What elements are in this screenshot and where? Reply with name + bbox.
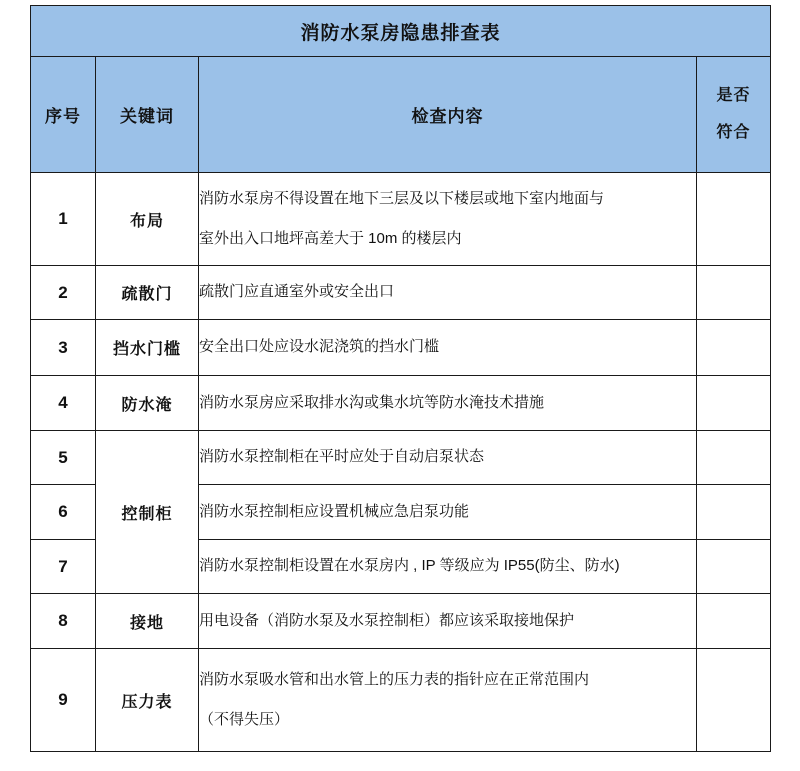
row-number: 3	[31, 320, 96, 376]
row-content	[199, 376, 697, 431]
row-keyword: 接地	[96, 594, 199, 649]
row-content-line: 安全出口处应设水泥浇筑的挡水门槛	[199, 338, 440, 356]
table-row	[31, 376, 771, 431]
row-number: 1	[31, 173, 96, 266]
row-keyword: 压力表	[96, 649, 199, 752]
row-content-line: 消防水泵房不得设置在地下三层及以下楼层或地下室内地面与	[199, 190, 605, 208]
row-content-line: 疏散门应直通室外或安全出口	[199, 283, 395, 301]
row-number: 6	[31, 485, 96, 540]
row-number: 5	[31, 431, 96, 485]
row-number: 8	[31, 594, 96, 649]
row-content	[199, 540, 697, 594]
row-content-line: （不得失压）	[199, 711, 290, 728]
column-header-keyword: 关键词	[96, 57, 199, 173]
row-compliant-input[interactable]	[697, 540, 771, 594]
row-compliant-input[interactable]	[697, 266, 771, 320]
column-header-compliant-line1: 是否	[716, 86, 751, 104]
row-keyword-merged: 控制柜	[96, 431, 199, 594]
title-row	[31, 6, 771, 57]
row-compliant-input[interactable]	[697, 173, 771, 266]
row-compliant-input[interactable]	[697, 649, 771, 752]
row-compliant-input[interactable]	[697, 320, 771, 376]
row-keyword: 防水淹	[96, 376, 199, 431]
row-content	[199, 431, 697, 485]
row-compliant-input[interactable]	[697, 431, 771, 485]
row-keyword: 挡水门槛	[96, 320, 199, 376]
page-title: 消防水泵房隐患排查表	[31, 6, 771, 57]
row-number: 2	[31, 266, 96, 320]
column-header-no: 序号	[31, 57, 96, 173]
row-content	[199, 649, 697, 752]
table-row	[31, 594, 771, 649]
table-row	[31, 320, 771, 376]
row-content-line: 消防水泵吸水管和出水管上的压力表的指针应在正常范围内	[199, 671, 590, 689]
row-content	[199, 485, 697, 540]
row-content	[199, 173, 697, 266]
table-row	[31, 431, 771, 485]
column-header-content: 检查内容	[199, 57, 697, 173]
header-row	[31, 57, 771, 173]
column-header-compliant	[697, 57, 771, 173]
row-content	[199, 320, 697, 376]
row-content-line: 室外出入口地坪高差大于 10m 的楼层内	[199, 230, 462, 247]
column-header-compliant-line2: 符合	[716, 123, 751, 141]
row-content-line: 消防水泵控制柜设置在水泵房内 , IP 等级应为 IP55(防尘、防水)	[199, 557, 620, 575]
row-compliant-input[interactable]	[697, 485, 771, 540]
row-content	[199, 594, 697, 649]
row-content-line: 消防水泵房应采取排水沟或集水坑等防水淹技术措施	[199, 393, 545, 411]
row-keyword: 布局	[96, 173, 199, 266]
table-row	[31, 173, 771, 266]
row-content-line: 消防水泵控制柜在平时应处于自动启泵状态	[199, 448, 485, 466]
table-row	[31, 649, 771, 752]
row-compliant-input[interactable]	[697, 376, 771, 431]
row-number: 9	[31, 649, 96, 752]
table-row	[31, 266, 771, 320]
row-content	[199, 266, 697, 320]
row-compliant-input[interactable]	[697, 594, 771, 649]
row-content-line: 用电设备（消防水泵及水泵控制柜）都应该采取接地保护	[199, 611, 575, 629]
row-number: 4	[31, 376, 96, 431]
row-number: 7	[31, 540, 96, 594]
row-keyword: 疏散门	[96, 266, 199, 320]
inspection-checklist-table	[30, 5, 771, 752]
row-content-line: 消防水泵控制柜应设置机械应急启泵功能	[199, 502, 470, 520]
